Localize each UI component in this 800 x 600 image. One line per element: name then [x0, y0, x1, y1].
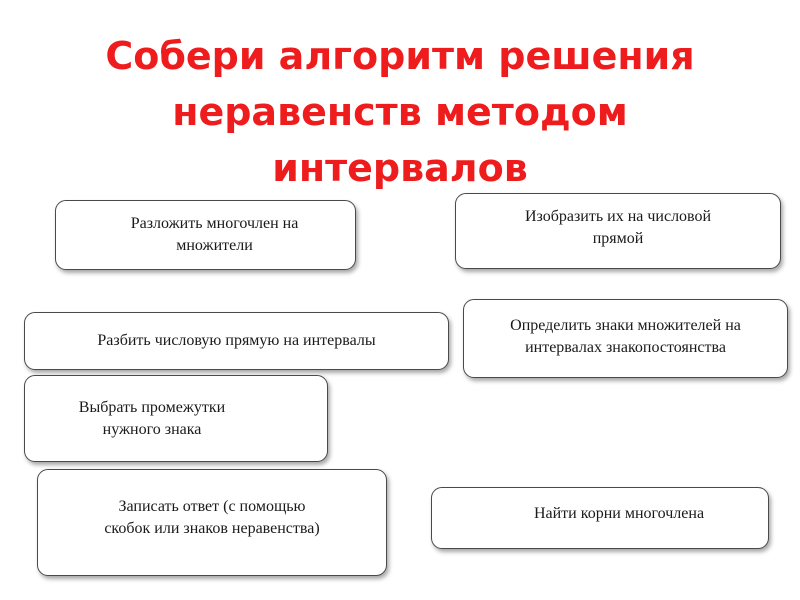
title-line-2: неравенств методом — [172, 90, 628, 134]
step-card-text: множители — [176, 237, 253, 254]
step-card-plot-on-number-line[interactable] — [455, 193, 781, 269]
step-card-write-answer[interactable] — [37, 469, 387, 576]
step-card-text: Разложить многочлен на — [130, 215, 299, 232]
step-card-text: Определить знаки множителей на — [510, 316, 741, 334]
step-card-split-into-intervals[interactable] — [24, 312, 449, 370]
step-card-text: прямой — [592, 230, 644, 247]
step-card-text: скобок или знаков неравенства) — [104, 519, 320, 537]
step-card-text: интервалах знакопостоянства — [525, 338, 726, 356]
slide-title — [40, 28, 760, 196]
step-card-text: Выбрать промежутки — [78, 398, 226, 416]
step-card-text: Записать ответ (с помощью — [118, 497, 306, 515]
step-card-find-roots[interactable] — [431, 487, 769, 549]
title-line-3: интервалов — [272, 146, 528, 190]
title-line-1: Собери алгоритм решения — [105, 34, 695, 78]
step-card-text: нужного знака — [102, 420, 202, 438]
step-card-text: Найти корни многочлена — [533, 505, 705, 522]
step-card-text: Изобразить их на числовой — [524, 208, 712, 225]
step-card-determine-signs[interactable] — [463, 299, 788, 378]
step-card-text: Разбить числовую прямую на интервалы — [97, 332, 376, 349]
step-card-choose-intervals[interactable] — [24, 375, 328, 462]
step-card-factor-polynomial[interactable] — [55, 200, 356, 270]
